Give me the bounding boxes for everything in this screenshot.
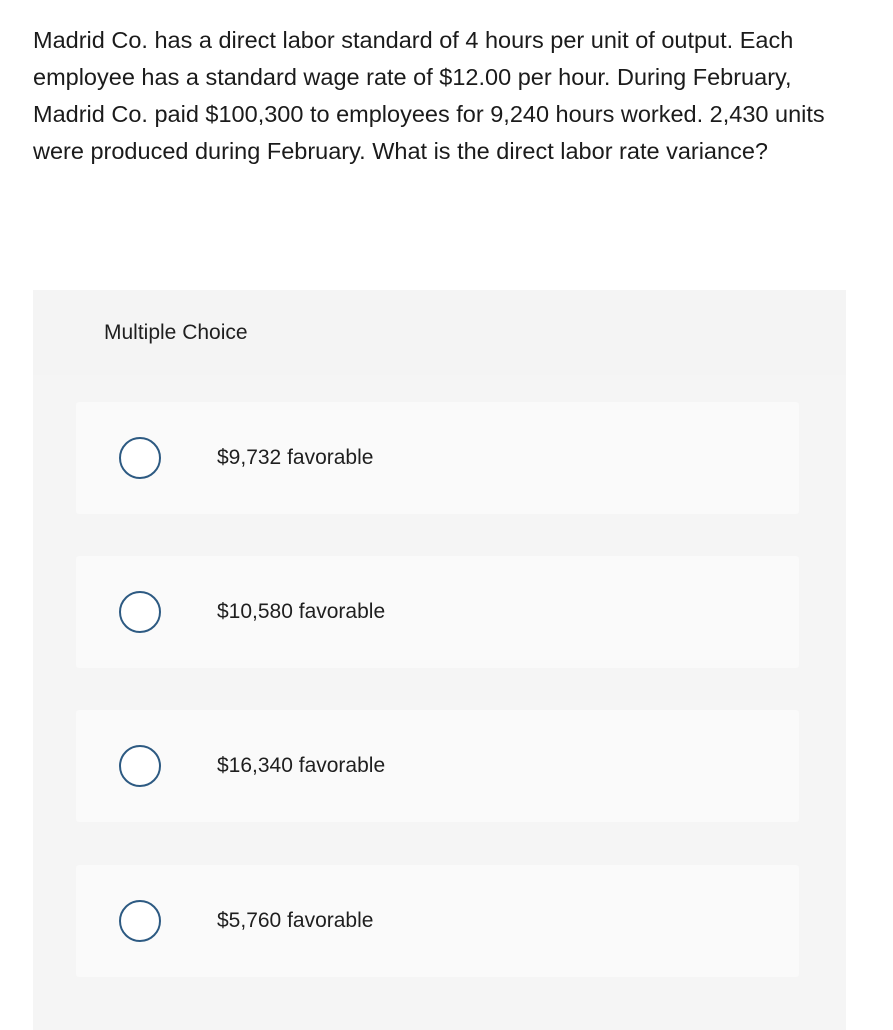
options-list xyxy=(33,375,846,1030)
answer-option-label: $16,340 favorable xyxy=(217,754,386,777)
answer-option-2[interactable] xyxy=(76,556,799,668)
radio-button-icon[interactable] xyxy=(119,745,161,787)
multiple-choice-panel xyxy=(33,290,846,1030)
answer-option-3[interactable] xyxy=(76,710,799,822)
radio-button-icon[interactable] xyxy=(119,437,161,479)
radio-button-icon[interactable] xyxy=(119,591,161,633)
question-text: Madrid Co. has a direct labor standard of 4 hours per unit of output. Each employee has a standard wage rate of $12.00 per hour. During February, Madrid Co. paid $100,300 to employees for 9,240 hours worked. 2,430 units were produced during February. What is the direct labor rate variance? xyxy=(33,27,825,164)
multiple-choice-header: Multiple Choice xyxy=(104,320,248,344)
answer-option-label: $9,732 favorable xyxy=(217,446,374,469)
answer-option-1[interactable] xyxy=(76,402,799,514)
radio-button-icon[interactable] xyxy=(119,900,161,942)
answer-option-label: $5,760 favorable xyxy=(217,909,374,932)
answer-option-label: $10,580 favorable xyxy=(217,600,386,623)
answer-option-4[interactable] xyxy=(76,865,799,977)
